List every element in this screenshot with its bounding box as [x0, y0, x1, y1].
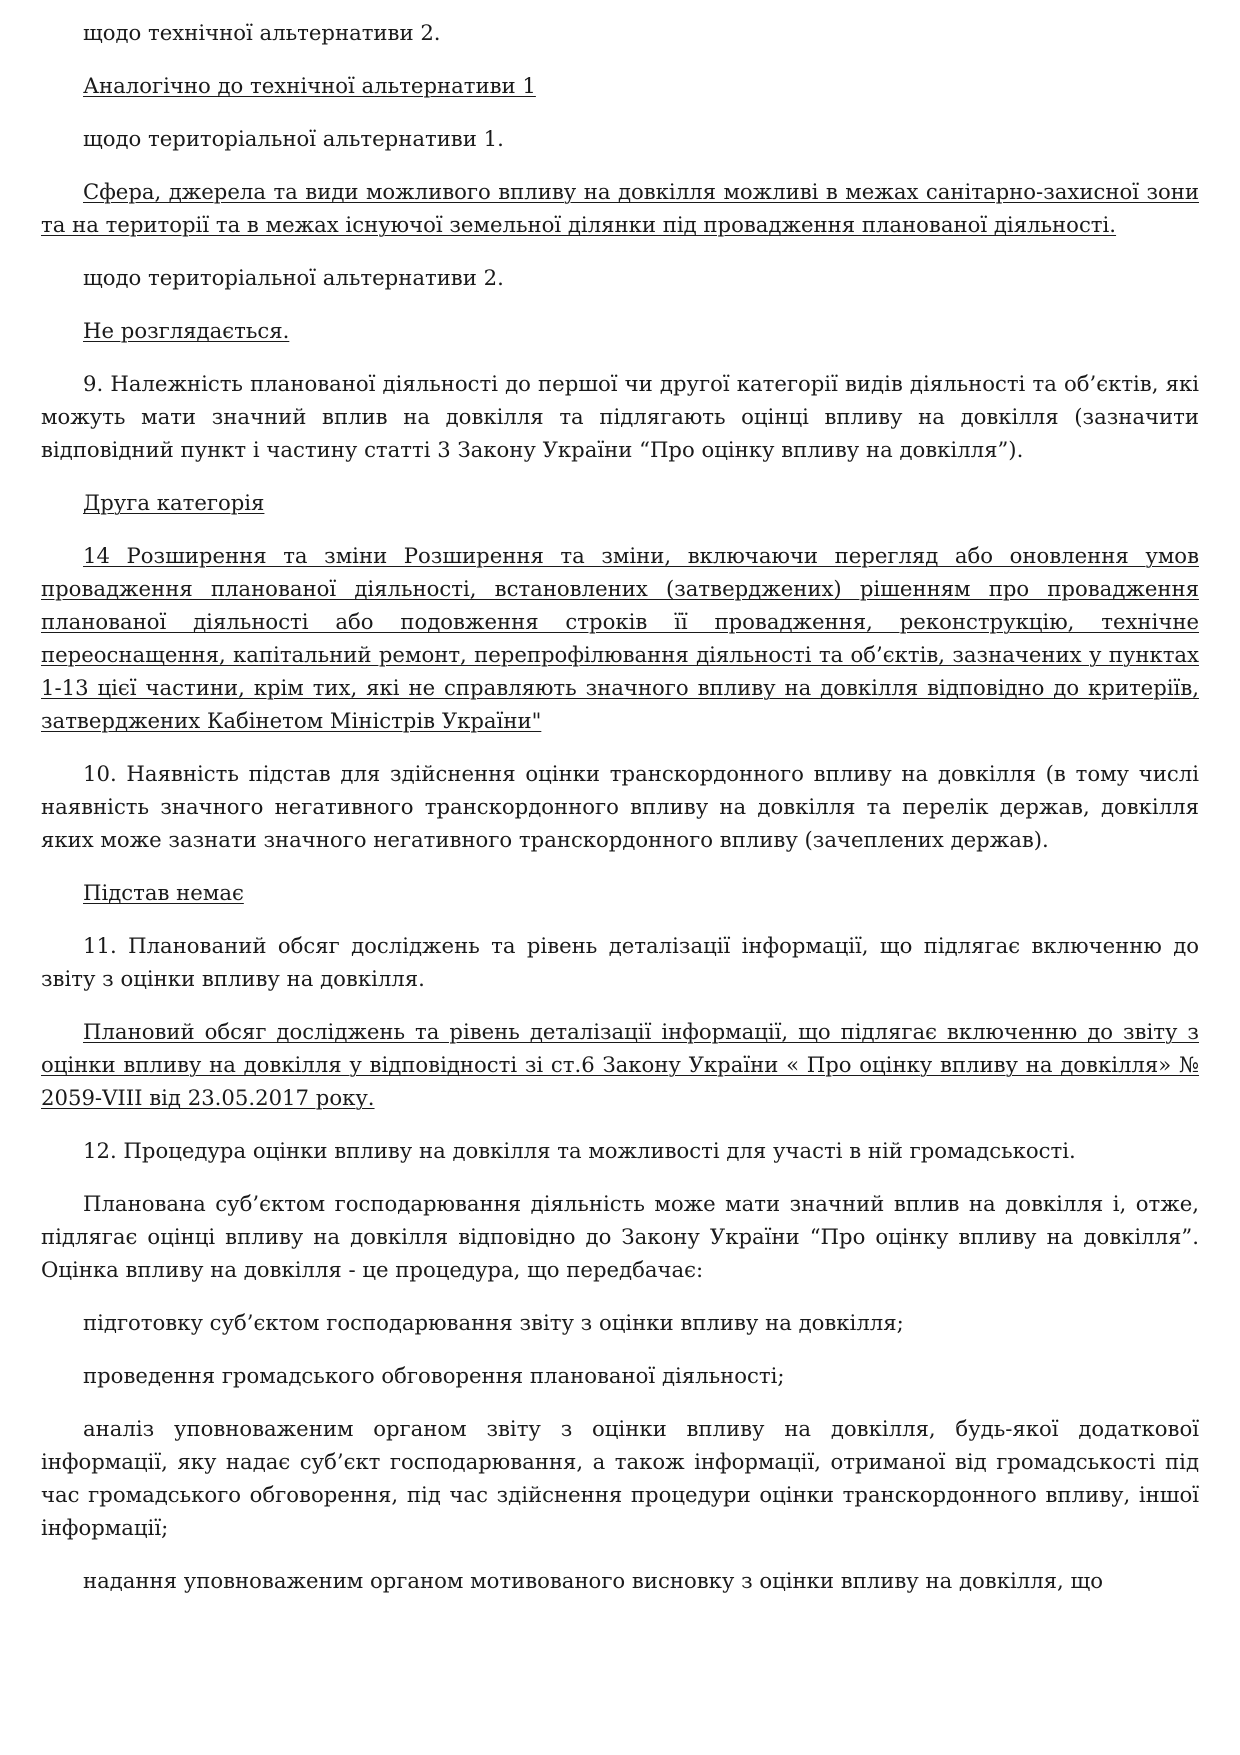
paragraph-item-12: [41, 1134, 1199, 1167]
paragraph-text: підготовку суб’єктом господарювання звіту з оцінки впливу на довкілля;: [83, 1310, 904, 1335]
paragraph-item-11: [41, 929, 1199, 995]
paragraph-text: 14 Розширення та зміни Розширення та зміни, включаючи перегляд або оновлення умов провадження планованої діяльності, встановлених (затверджених) рішенням про провадження планованої діяльності або подовження строків її провадження, реконструкцію, технічне переоснащення, капітальний ремонт, перепрофілювання діяльності та об’єктів, зазначених у пунктах 1-13 цієї частини, крім тих, які не справляють значного впливу на довкілля відповідно до критеріїв, затверджених Кабінетом Міністрів України": [41, 543, 1199, 733]
paragraph-text: аналіз уповноваженим органом звіту з оцінки впливу на довкілля, будь-якої додаткової інформації, яку надає суб’єкт господарювання, а також інформації, отриманої від громадськості під час громадського обговорення, під час здійснення процедури оцінки транскордонного впливу, іншої інформації;: [41, 1416, 1199, 1540]
paragraph-item-10: [41, 757, 1199, 856]
paragraph-text: Плановий обсяг досліджень та рівень деталізації інформації, що підлягає включенню до звіту з оцінки впливу на довкілля у відповідності зі ст.6 Закону України « Про оцінку впливу на довкілля» № 2059-VIII від 23.05.2017 року.: [41, 1019, 1199, 1110]
paragraph-procedure-step-2: [41, 1359, 1199, 1392]
paragraph-text: проведення громадського обговорення планованої діяльності;: [83, 1363, 785, 1388]
paragraph-territorial-alternative-2-answer: [41, 314, 1199, 347]
paragraph-item-9-answer-category: [41, 486, 1199, 519]
paragraph-text: Аналогічно до технічної альтернативи 1: [83, 73, 536, 98]
paragraph-item-12-intro: [41, 1187, 1199, 1286]
paragraph-text: щодо територіальної альтернативи 2.: [83, 265, 504, 290]
paragraph-item-10-answer: [41, 876, 1199, 909]
paragraph-text: надання уповноваженим органом мотивованого висновку з оцінки впливу на довкілля, що: [83, 1568, 1103, 1593]
paragraph-text: щодо технічної альтернативи 2.: [83, 20, 441, 45]
paragraph-text: щодо територіальної альтернативи 1.: [83, 126, 504, 151]
paragraph-procedure-step-4: [41, 1564, 1199, 1597]
paragraph-text: 12. Процедура оцінки впливу на довкілля та можливості для участі в ній громадськості.: [83, 1138, 1076, 1163]
paragraph-text: Підстав немає: [83, 880, 244, 905]
paragraph-procedure-step-1: [41, 1306, 1199, 1339]
paragraph-text: Не розглядається.: [83, 318, 290, 343]
paragraph-territorial-alternative-2-heading: [41, 261, 1199, 294]
paragraph-procedure-step-3: [41, 1412, 1199, 1544]
paragraph-text: 10. Наявність підстав для здійснення оцінки транскордонного впливу на довкілля (в тому числі наявність значного негативного транскордонного впливу на довкілля та перелік держав, довкілля яких може зазнати значного негативного транскордонного впливу (зачеплених держав).: [41, 761, 1199, 852]
paragraph-text: Сфера, джерела та види можливого впливу на довкілля можливі в межах санітарно-захисної зони та на території та в межах існуючої земельної ділянки під провадження планованої діяльності.: [41, 179, 1199, 237]
paragraph-item-9-answer-detail: [41, 539, 1199, 737]
paragraph-text: Планована суб’єктом господарювання діяльність може мати значний вплив на довкілля і, отже, підлягає оцінці впливу на довкілля відповідно до Закону України “Про оцінку впливу на довкілля”. Оцінка впливу на довкілля - це процедура, що передбачає:: [41, 1191, 1199, 1282]
paragraph-text: 9. Належність планованої діяльності до першої чи другої категорії видів діяльності та об’єктів, які можуть мати значний вплив на довкілля та підлягають оцінці впливу на довкілля (зазначити відповідний пункт і частину статті 3 Закону України “Про оцінку впливу на довкілля”).: [41, 371, 1199, 462]
paragraph-item-9: [41, 367, 1199, 466]
paragraph-text: 11. Планований обсяг досліджень та рівень деталізації інформації, що підлягає включенню до звіту з оцінки впливу на довкілля.: [41, 933, 1199, 991]
paragraph-territorial-alternative-1-heading: [41, 122, 1199, 155]
paragraph-technical-alternative-2-answer: [41, 69, 1199, 102]
paragraph-technical-alternative-2-heading: [41, 16, 1199, 49]
paragraph-item-11-answer: [41, 1015, 1199, 1114]
paragraph-text: Друга категорія: [83, 490, 265, 515]
paragraph-territorial-alternative-1-answer: [41, 175, 1199, 241]
